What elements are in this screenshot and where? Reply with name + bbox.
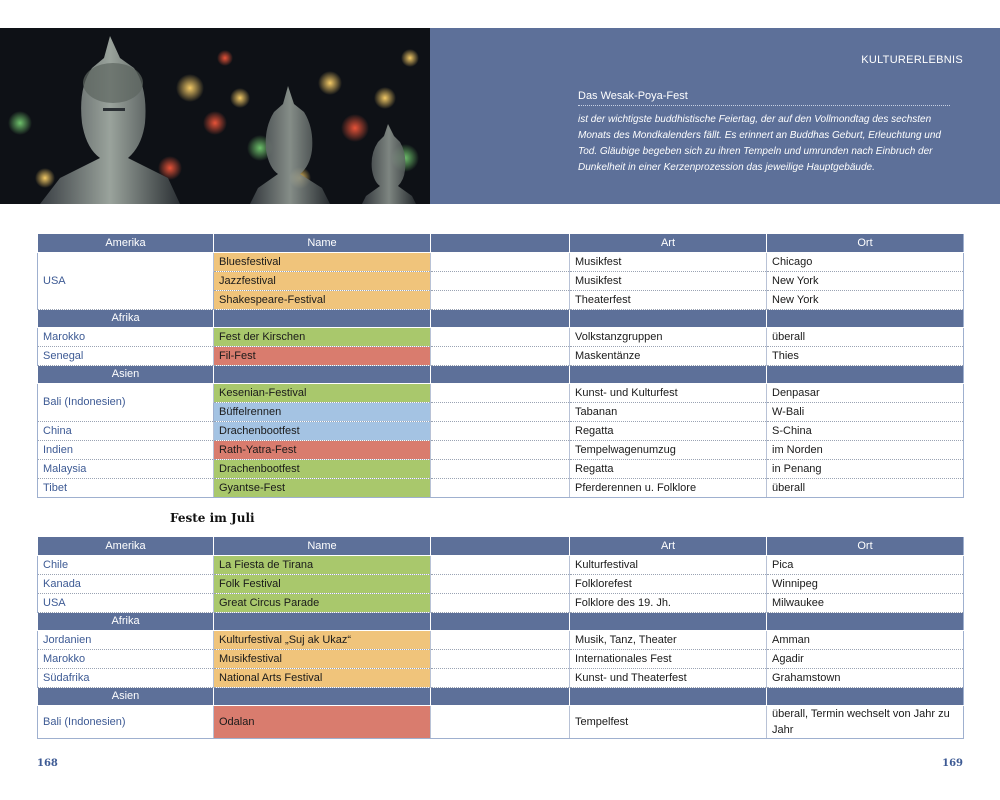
table-row (38, 478, 964, 497)
blank-cell (431, 459, 570, 478)
festival-place-cell: Denpasar (767, 383, 964, 402)
blank-cell (431, 630, 570, 649)
festival-place-cell: Pica (767, 555, 964, 574)
table-row (38, 346, 964, 365)
festival-type-cell: Musikfest (570, 271, 767, 290)
table-row (38, 555, 964, 574)
festival-place-cell: New York (767, 290, 964, 309)
festival-table-2 (37, 537, 964, 739)
country-cell: Bali (Indonesien) (38, 383, 214, 421)
country-cell: Jordanien (38, 630, 214, 649)
country-cell: Senegal (38, 346, 214, 365)
table-row (38, 668, 964, 687)
blank-cell (431, 478, 570, 497)
table-header-row (38, 537, 964, 555)
country-cell: USA (38, 252, 214, 309)
festival-type-cell: Folklorefest (570, 574, 767, 593)
festival-type-cell: Tabanan (570, 402, 767, 421)
festival-place-cell: S-China (767, 421, 964, 440)
column-header-name: Name (214, 537, 431, 555)
festival-place-cell: Milwaukee (767, 593, 964, 612)
country-cell: Bali (Indonesien) (38, 705, 214, 738)
festival-name-cell: Büffelrennen (214, 402, 431, 421)
table-row (38, 327, 964, 346)
country-cell: Malaysia (38, 459, 214, 478)
blank-cell (431, 440, 570, 459)
festival-name-cell: Drachenbootfest (214, 459, 431, 478)
country-cell: Kanada (38, 574, 214, 593)
banner-subtitle: Das Wesak-Poya-Fest (578, 90, 950, 106)
blank-cell (431, 705, 570, 738)
section-label: KULTURERLEBNIS (861, 54, 963, 66)
column-header-ort: Ort (767, 234, 964, 252)
table-row (38, 383, 964, 402)
page-number-left: 168 (37, 758, 58, 769)
table-row (38, 252, 964, 271)
country-cell: Chile (38, 555, 214, 574)
festival-type-cell: Tempelfest (570, 705, 767, 738)
column-header-art: Art (570, 234, 767, 252)
country-cell: China (38, 421, 214, 440)
table-row (38, 440, 964, 459)
column-header-amerika: Amerika (38, 234, 214, 252)
festival-name-cell: Shakespeare-Festival (214, 290, 431, 309)
festival-type-cell: Theaterfest (570, 290, 767, 309)
region-row-asien (38, 365, 964, 383)
festival-name-cell: Great Circus Parade (214, 593, 431, 612)
festival-type-cell: Tempelwagenumzug (570, 440, 767, 459)
month-heading: Feste im Juli (170, 511, 255, 525)
table-row (38, 649, 964, 668)
festival-type-cell: Folklore des 19. Jh. (570, 593, 767, 612)
festival-place-cell: überall (767, 327, 964, 346)
table-row (38, 574, 964, 593)
festival-place-cell: Amman (767, 630, 964, 649)
festival-type-cell: Musik, Tanz, Theater (570, 630, 767, 649)
festival-name-cell: Folk Festival (214, 574, 431, 593)
country-cell: Südafrika (38, 668, 214, 687)
blank-cell (431, 402, 570, 421)
buddha-statues-image (0, 28, 430, 204)
region-label: Asien (38, 365, 214, 383)
blank-cell (431, 346, 570, 365)
blank-cell (431, 290, 570, 309)
header-banner (430, 28, 1000, 204)
festival-type-cell: Kulturfestival (570, 555, 767, 574)
festival-name-cell: Musikfestival (214, 649, 431, 668)
region-label: Afrika (38, 612, 214, 630)
festival-name-cell: Bluesfestival (214, 252, 431, 271)
festival-name-cell: Fil-Fest (214, 346, 431, 365)
blank-cell (431, 574, 570, 593)
country-cell: Marokko (38, 649, 214, 668)
country-cell: Indien (38, 440, 214, 459)
festival-table-1 (37, 234, 964, 498)
table-row (38, 459, 964, 478)
festival-place-cell: New York (767, 271, 964, 290)
festival-place-cell: Grahamstown (767, 668, 964, 687)
festival-type-cell: Kunst- und Kulturfest (570, 383, 767, 402)
table-row (38, 593, 964, 612)
table-header-row (38, 234, 964, 252)
festival-type-cell: Kunst- und Theaterfest (570, 668, 767, 687)
festival-name-cell: Kesenian-Festival (214, 383, 431, 402)
festival-place-cell: in Penang (767, 459, 964, 478)
festival-place-cell: W-Bali (767, 402, 964, 421)
festival-name-cell: Gyantse-Fest (214, 478, 431, 497)
festival-name-cell: Drachenbootfest (214, 421, 431, 440)
festival-place-cell: Agadir (767, 649, 964, 668)
blank-cell (431, 668, 570, 687)
festival-place-cell: Chicago (767, 252, 964, 271)
festival-type-cell: Regatta (570, 459, 767, 478)
festival-type-cell: Pferderennen u. Folklore (570, 478, 767, 497)
festival-name-cell: La Fiesta de Tirana (214, 555, 431, 574)
country-cell: Marokko (38, 327, 214, 346)
blank-cell (431, 593, 570, 612)
region-label: Asien (38, 687, 214, 705)
region-row-afrika (38, 612, 964, 630)
festival-type-cell: Musikfest (570, 252, 767, 271)
region-label: Afrika (38, 309, 214, 327)
column-header-amerika: Amerika (38, 537, 214, 555)
country-cell: Tibet (38, 478, 214, 497)
festival-place-cell: überall, Termin wechselt von Jahr zu Jahr (767, 705, 964, 738)
festival-type-cell: Maskentänze (570, 346, 767, 365)
blank-cell (431, 327, 570, 346)
region-row-afrika (38, 309, 964, 327)
blank-cell (431, 271, 570, 290)
banner-body-text: ist der wichtigste buddhistische Feiertag, der auf den Vollmondtag des sechsten Monats des Mondkalenders fällt. Es erinnert an Buddhas Geburt, Erleuchtung und Tod. Gläubige begeben sich zu ihren Tempeln und umrunden nach Einbruch der Dunkelheit in einer Kerzenprozession das jeweilige Hauptgebäude. (578, 114, 941, 173)
festival-name-cell: Jazzfestival (214, 271, 431, 290)
table-row (38, 630, 964, 649)
festival-place-cell: Thies (767, 346, 964, 365)
column-header-blank (431, 537, 570, 555)
festival-name-cell: Fest der Kirschen (214, 327, 431, 346)
festival-type-cell: Regatta (570, 421, 767, 440)
buddha-photo (0, 28, 430, 204)
festival-name-cell: National Arts Festival (214, 668, 431, 687)
blank-cell (431, 555, 570, 574)
blank-cell (431, 421, 570, 440)
blank-cell (431, 383, 570, 402)
blank-cell (431, 649, 570, 668)
page-number-right: 169 (942, 758, 963, 769)
country-cell: USA (38, 593, 214, 612)
festival-name-cell: Odalan (214, 705, 431, 738)
festival-place-cell: Winnipeg (767, 574, 964, 593)
column-header-ort: Ort (767, 537, 964, 555)
festival-type-cell: Internationales Fest (570, 649, 767, 668)
table-row (38, 421, 964, 440)
festival-name-cell: Kulturfestival „Suj ak Ukaz“ (214, 630, 431, 649)
festival-place-cell: im Norden (767, 440, 964, 459)
column-header-name: Name (214, 234, 431, 252)
table-row (38, 705, 964, 738)
festival-name-cell: Rath-Yatra-Fest (214, 440, 431, 459)
region-row-asien (38, 687, 964, 705)
festival-type-cell: Volkstanzgruppen (570, 327, 767, 346)
column-header-art: Art (570, 537, 767, 555)
column-header-blank (431, 234, 570, 252)
blank-cell (431, 252, 570, 271)
festival-place-cell: überall (767, 478, 964, 497)
